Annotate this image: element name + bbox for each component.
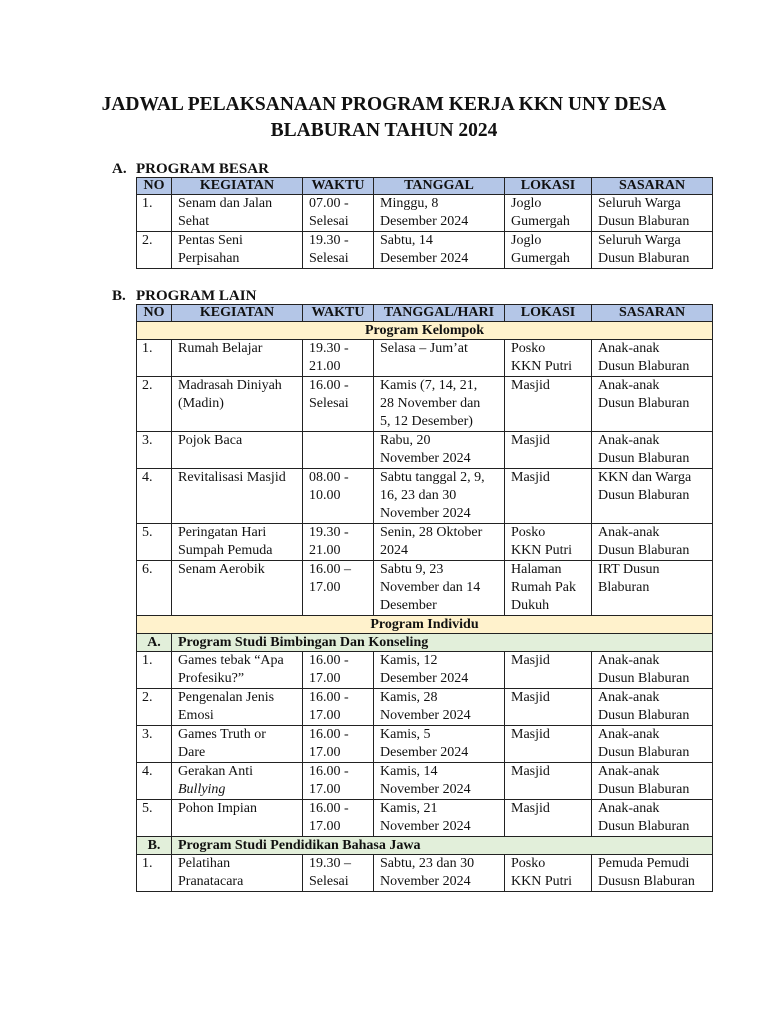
cell-kegiatan-line: (Madin) xyxy=(178,396,224,411)
cell-no: 3. xyxy=(137,726,172,763)
cell-sasaran-line: Anak-anak xyxy=(598,764,660,779)
cell-tanggal-line: Sabtu, 23 dan 30 xyxy=(380,856,475,871)
program-besar-body xyxy=(137,195,713,269)
cell-tanggal-line: November dan 14 xyxy=(380,580,481,595)
cell-kegiatan-line: Emosi xyxy=(178,708,214,723)
table-row xyxy=(137,689,713,726)
program-studi-letter: B. xyxy=(137,837,172,855)
cell-sasaran xyxy=(592,855,713,892)
cell-kegiatan-line: Bullying xyxy=(178,782,226,797)
cell-sasaran-line: Dusun Blaburan xyxy=(598,359,690,374)
cell-lokasi xyxy=(505,377,592,432)
cell-sasaran xyxy=(592,561,713,616)
cell-kegiatan-line: Rumah Belajar xyxy=(178,341,263,356)
cell-kegiatan xyxy=(172,652,303,689)
cell-sasaran-line: Dusun Blaburan xyxy=(598,819,690,834)
cell-no: 1. xyxy=(137,855,172,892)
cell-kegiatan xyxy=(172,561,303,616)
table-row xyxy=(137,469,713,524)
cell-tanggal-line: November 2024 xyxy=(380,451,471,466)
cell-waktu xyxy=(303,469,374,524)
cell-waktu xyxy=(303,377,374,432)
cell-tanggal-line: Kamis, 21 xyxy=(380,801,438,816)
cell-kegiatan xyxy=(172,524,303,561)
cell-lokasi-line: Masjid xyxy=(511,801,550,816)
cell-tanggal xyxy=(374,561,505,616)
cell-no: 1. xyxy=(137,195,172,232)
cell-lokasi-line: Joglo xyxy=(511,196,542,211)
cell-lokasi xyxy=(505,524,592,561)
cell-waktu-line: 19.30 – xyxy=(309,856,351,871)
cell-waktu-line: 16.00 - xyxy=(309,727,349,742)
cell-sasaran xyxy=(592,763,713,800)
table-row xyxy=(137,377,713,432)
title-line-2: BLABURAN TAHUN 2024 xyxy=(270,120,498,141)
cell-no: 5. xyxy=(137,524,172,561)
table-row xyxy=(137,524,713,561)
cell-no: 2. xyxy=(137,689,172,726)
cell-kegiatan-line: Gerakan Anti xyxy=(178,764,254,779)
table-row xyxy=(137,232,713,269)
cell-lokasi xyxy=(505,340,592,377)
cell-waktu xyxy=(303,726,374,763)
cell-kegiatan xyxy=(172,377,303,432)
table-header-row xyxy=(137,305,713,322)
cell-sasaran xyxy=(592,652,713,689)
cell-tanggal xyxy=(374,195,505,232)
cell-tanggal xyxy=(374,855,505,892)
cell-lokasi-line: Masjid xyxy=(511,378,550,393)
cell-waktu-line: 17.00 xyxy=(309,671,341,686)
cell-waktu xyxy=(303,195,374,232)
cell-lokasi-line: Posko xyxy=(511,341,546,356)
cell-lokasi xyxy=(505,652,592,689)
cell-waktu-line: 17.00 xyxy=(309,708,341,723)
section-b-title: PROGRAM LAIN xyxy=(136,288,257,304)
cell-tanggal-line: November 2024 xyxy=(380,782,471,797)
cell-kegiatan xyxy=(172,469,303,524)
cell-no: 6. xyxy=(137,561,172,616)
cell-sasaran xyxy=(592,689,713,726)
cell-sasaran xyxy=(592,232,713,269)
cell-tanggal xyxy=(374,432,505,469)
cell-kegiatan xyxy=(172,340,303,377)
cell-lokasi-line: KKN Putri xyxy=(511,543,573,558)
cell-sasaran xyxy=(592,524,713,561)
table-row xyxy=(137,652,713,689)
cell-kegiatan-line: Pelatihan xyxy=(178,856,231,871)
cell-sasaran-line: Anak-anak xyxy=(598,433,660,448)
cell-lokasi-line: Gumergah xyxy=(511,214,570,229)
cell-sasaran-line: Seluruh Warga xyxy=(598,196,681,211)
cell-waktu-line: Selesai xyxy=(309,214,349,229)
cell-tanggal-line: 5, 12 Desember) xyxy=(380,414,473,429)
cell-lokasi-line: Joglo xyxy=(511,233,542,248)
cell-sasaran-line: Dusun Blaburan xyxy=(598,251,690,266)
cell-kegiatan-line: Pojok Baca xyxy=(178,433,243,448)
cell-lokasi xyxy=(505,469,592,524)
cell-kegiatan-line: Senam Aerobik xyxy=(178,562,265,577)
cell-tanggal-line: Desember 2024 xyxy=(380,745,469,760)
cell-kegiatan-line: Senam dan Jalan xyxy=(178,196,273,211)
cell-sasaran-line: Blaburan xyxy=(598,580,650,595)
cell-tanggal xyxy=(374,726,505,763)
cell-waktu-line: 17.00 xyxy=(309,580,341,595)
cell-tanggal xyxy=(374,800,505,837)
cell-lokasi-line: Halaman xyxy=(511,562,562,577)
cell-kegiatan-line: Pohon Impian xyxy=(178,801,257,816)
cell-sasaran-line: Seluruh Warga xyxy=(598,233,681,248)
cell-kegiatan xyxy=(172,763,303,800)
header-waktu: WAKTU xyxy=(303,178,374,195)
cell-waktu-line: 19.30 - xyxy=(309,233,349,248)
table-row xyxy=(137,340,713,377)
cell-no: 2. xyxy=(137,232,172,269)
cell-tanggal xyxy=(374,377,505,432)
cell-lokasi xyxy=(505,726,592,763)
cell-no: 2. xyxy=(137,377,172,432)
cell-waktu-line: 16.00 - xyxy=(309,801,349,816)
cell-sasaran xyxy=(592,469,713,524)
cell-sasaran-line: Dusun Blaburan xyxy=(598,396,690,411)
program-kelompok-row xyxy=(137,322,713,340)
cell-sasaran-line: Anak-anak xyxy=(598,341,660,356)
cell-sasaran-line: Dusun Blaburan xyxy=(598,488,690,503)
cell-sasaran-line: Anak-anak xyxy=(598,801,660,816)
cell-lokasi-line: Masjid xyxy=(511,470,550,485)
cell-kegiatan xyxy=(172,232,303,269)
cell-waktu xyxy=(303,855,374,892)
cell-lokasi xyxy=(505,763,592,800)
cell-kegiatan xyxy=(172,800,303,837)
cell-waktu-line: Selesai xyxy=(309,874,349,889)
header-waktu: WAKTU xyxy=(303,305,374,322)
cell-sasaran-line: Anak-anak xyxy=(598,525,660,540)
cell-waktu xyxy=(303,763,374,800)
cell-tanggal-line: 16, 23 dan 30 xyxy=(380,488,457,503)
cell-tanggal xyxy=(374,469,505,524)
cell-tanggal xyxy=(374,763,505,800)
cell-kegiatan-line: Pranatacara xyxy=(178,874,244,889)
cell-tanggal xyxy=(374,652,505,689)
cell-lokasi-line: Masjid xyxy=(511,653,550,668)
header-no: NO xyxy=(137,178,172,195)
cell-waktu-line: Selesai xyxy=(309,396,349,411)
cell-waktu xyxy=(303,800,374,837)
header-tanggal-hari: TANGGAL/HARI xyxy=(374,305,505,322)
cell-lokasi-line: Masjid xyxy=(511,727,550,742)
cell-tanggal-line: November 2024 xyxy=(380,506,471,521)
cell-no: 5. xyxy=(137,800,172,837)
cell-lokasi xyxy=(505,432,592,469)
cell-tanggal-line: Kamis, 5 xyxy=(380,727,431,742)
cell-tanggal-line: Sabtu 9, 23 xyxy=(380,562,444,577)
section-a-letter: A. xyxy=(112,161,127,177)
cell-lokasi xyxy=(505,561,592,616)
cell-sasaran-line: Dusun Blaburan xyxy=(598,671,690,686)
table-row xyxy=(137,432,713,469)
program-studi-name: Program Studi Bimbingan Dan Konseling xyxy=(172,634,713,652)
table-row xyxy=(137,800,713,837)
cell-tanggal-line: Kamis, 12 xyxy=(380,653,438,668)
cell-tanggal-line: Kamis, 14 xyxy=(380,764,438,779)
cell-waktu xyxy=(303,232,374,269)
cell-lokasi-line: Gumergah xyxy=(511,251,570,266)
cell-kegiatan-line: Sumpah Pemuda xyxy=(178,543,273,558)
cell-sasaran xyxy=(592,726,713,763)
cell-tanggal xyxy=(374,232,505,269)
cell-waktu xyxy=(303,524,374,561)
cell-kegiatan xyxy=(172,195,303,232)
cell-tanggal-line: Desember 2024 xyxy=(380,671,469,686)
cell-waktu-line: 08.00 - xyxy=(309,470,349,485)
cell-waktu xyxy=(303,689,374,726)
cell-waktu-line: Selesai xyxy=(309,251,349,266)
cell-kegiatan-line: Peringatan Hari xyxy=(178,525,267,540)
cell-lokasi xyxy=(505,232,592,269)
cell-kegiatan xyxy=(172,432,303,469)
cell-tanggal-line: Minggu, 8 xyxy=(380,196,439,211)
cell-tanggal-line: Kamis, 28 xyxy=(380,690,438,705)
cell-sasaran-line: Anak-anak xyxy=(598,690,660,705)
section-b-letter: B. xyxy=(112,288,126,304)
cell-tanggal-line: Kamis (7, 14, 21, xyxy=(380,378,478,393)
cell-waktu xyxy=(303,652,374,689)
header-kegiatan: KEGIATAN xyxy=(172,305,303,322)
cell-sasaran xyxy=(592,800,713,837)
cell-sasaran-line: Anak-anak xyxy=(598,653,660,668)
cell-waktu-line: 19.30 - xyxy=(309,341,349,356)
program-lain-table xyxy=(136,304,713,892)
cell-kegiatan-line: Pentas Seni xyxy=(178,233,243,248)
cell-waktu-line: 16.00 - xyxy=(309,690,349,705)
cell-sasaran-line: Dusun Blaburan xyxy=(598,708,690,723)
cell-no: 4. xyxy=(137,763,172,800)
cell-sasaran xyxy=(592,377,713,432)
program-besar-table xyxy=(136,177,713,269)
cell-waktu xyxy=(303,432,374,469)
cell-lokasi-line: Posko xyxy=(511,525,546,540)
section-a-title: PROGRAM BESAR xyxy=(136,161,269,177)
cell-waktu-line: 21.00 xyxy=(309,359,341,374)
header-lokasi: LOKASI xyxy=(505,178,592,195)
cell-kegiatan-line: Madrasah Diniyah xyxy=(178,378,282,393)
cell-lokasi-line: KKN Putri xyxy=(511,874,573,889)
cell-tanggal-line: Rabu, 20 xyxy=(380,433,431,448)
header-tanggal: TANGGAL xyxy=(374,178,505,195)
cell-tanggal-line: Desember 2024 xyxy=(380,251,469,266)
cell-waktu-line: 10.00 xyxy=(309,488,341,503)
cell-sasaran-line: KKN dan Warga xyxy=(598,470,692,485)
cell-kegiatan-line: Pengenalan Jenis xyxy=(178,690,275,705)
cell-tanggal-line: Sabtu, 14 xyxy=(380,233,433,248)
cell-waktu-line: 17.00 xyxy=(309,782,341,797)
cell-lokasi-line: Masjid xyxy=(511,764,550,779)
program-kelompok-row-label: Program Kelompok xyxy=(137,322,713,340)
header-kegiatan: KEGIATAN xyxy=(172,178,303,195)
cell-waktu-line: 19.30 - xyxy=(309,525,349,540)
table-row xyxy=(137,855,713,892)
cell-lokasi-line: Masjid xyxy=(511,690,550,705)
cell-tanggal-line: Desember 2024 xyxy=(380,214,469,229)
cell-kegiatan-line: Games Truth or xyxy=(178,727,266,742)
cell-sasaran-line: Dusun Blaburan xyxy=(598,543,690,558)
cell-lokasi-line: Masjid xyxy=(511,433,550,448)
cell-lokasi-line: Dukuh xyxy=(511,598,550,613)
cell-waktu-line: 16.00 - xyxy=(309,653,349,668)
cell-kegiatan xyxy=(172,689,303,726)
cell-waktu xyxy=(303,561,374,616)
program-lain-body xyxy=(137,322,713,892)
cell-tanggal-line: Senin, 28 Oktober xyxy=(380,525,483,540)
cell-kegiatan-line: Revitalisasi Masjid xyxy=(178,470,286,485)
cell-no: 3. xyxy=(137,432,172,469)
section-b-heading xyxy=(112,287,256,305)
cell-kegiatan-line: Profesiku?” xyxy=(178,671,245,686)
table-row xyxy=(137,195,713,232)
cell-tanggal-line: November 2024 xyxy=(380,708,471,723)
cell-waktu-line: 21.00 xyxy=(309,543,341,558)
document-title xyxy=(0,92,768,144)
header-no: NO xyxy=(137,305,172,322)
cell-sasaran xyxy=(592,432,713,469)
cell-lokasi xyxy=(505,800,592,837)
cell-waktu-line: 16.00 - xyxy=(309,378,349,393)
cell-lokasi xyxy=(505,855,592,892)
cell-waktu xyxy=(303,340,374,377)
cell-lokasi-line: Posko xyxy=(511,856,546,871)
cell-waktu-line: 07.00 - xyxy=(309,196,349,211)
header-sasaran: SASARAN xyxy=(592,305,713,322)
table-row xyxy=(137,726,713,763)
header-lokasi: LOKASI xyxy=(505,305,592,322)
program-studi-letter: A. xyxy=(137,634,172,652)
cell-no: 4. xyxy=(137,469,172,524)
header-sasaran: SASARAN xyxy=(592,178,713,195)
cell-no: 1. xyxy=(137,340,172,377)
cell-no: 1. xyxy=(137,652,172,689)
cell-sasaran-line: Pemuda Pemudi xyxy=(598,856,690,871)
cell-sasaran-line: Dususn Blaburan xyxy=(598,874,695,889)
cell-sasaran-line: Anak-anak xyxy=(598,727,660,742)
cell-tanggal xyxy=(374,340,505,377)
program-studi-row xyxy=(137,634,713,652)
cell-waktu-line: 16.00 - xyxy=(309,764,349,779)
cell-sasaran-line: Dusun Blaburan xyxy=(598,745,690,760)
cell-kegiatan-line: Sehat xyxy=(178,214,210,229)
cell-tanggal-line: Sabtu tanggal 2, 9, xyxy=(380,470,485,485)
cell-sasaran xyxy=(592,340,713,377)
cell-kegiatan-line: Dare xyxy=(178,745,206,760)
cell-tanggal-line: November 2024 xyxy=(380,874,471,889)
cell-sasaran xyxy=(592,195,713,232)
cell-sasaran-line: Dusun Blaburan xyxy=(598,451,690,466)
cell-kegiatan-line: Games tebak “Apa xyxy=(178,653,284,668)
table-row xyxy=(137,561,713,616)
table-header-row xyxy=(137,178,713,195)
cell-kegiatan xyxy=(172,855,303,892)
cell-sasaran-line: Anak-anak xyxy=(598,378,660,393)
cell-tanggal xyxy=(374,689,505,726)
title-line-1: JADWAL PELAKSANAAN PROGRAM KERJA KKN UNY DESA xyxy=(101,94,667,115)
cell-lokasi-line: Rumah Pak xyxy=(511,580,576,595)
cell-sasaran-line: IRT Dusun xyxy=(598,562,660,577)
cell-waktu-line: 17.00 xyxy=(309,745,341,760)
cell-tanggal-line: Desember xyxy=(380,598,437,613)
program-studi-name: Program Studi Pendidikan Bahasa Jawa xyxy=(172,837,713,855)
cell-tanggal-line: November 2024 xyxy=(380,819,471,834)
cell-sasaran-line: Dusun Blaburan xyxy=(598,782,690,797)
cell-tanggal-line: Selasa – Jum’at xyxy=(380,341,468,356)
cell-sasaran-line: Dusun Blaburan xyxy=(598,214,690,229)
table-row xyxy=(137,763,713,800)
cell-waktu-line: 16.00 – xyxy=(309,562,351,577)
program-individu-row-label: Program Individu xyxy=(137,616,713,634)
cell-kegiatan-line: Perpisahan xyxy=(178,251,240,266)
cell-tanggal-line: 2024 xyxy=(380,543,408,558)
cell-lokasi xyxy=(505,689,592,726)
program-studi-row xyxy=(137,837,713,855)
cell-kegiatan xyxy=(172,726,303,763)
cell-lokasi-line: KKN Putri xyxy=(511,359,573,374)
section-a-heading xyxy=(112,160,269,178)
cell-waktu-line: 17.00 xyxy=(309,819,341,834)
cell-lokasi xyxy=(505,195,592,232)
cell-tanggal xyxy=(374,524,505,561)
program-individu-row xyxy=(137,616,713,634)
cell-tanggal-line: 28 November dan xyxy=(380,396,481,411)
